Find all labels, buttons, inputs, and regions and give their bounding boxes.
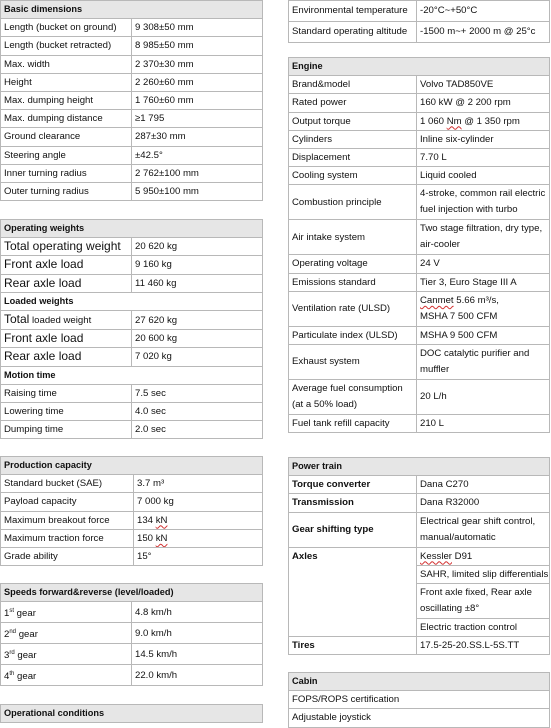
spec-value: Dana R32000	[417, 494, 550, 512]
spec-label: Max. dumping distance	[1, 110, 132, 128]
spec-label: Fuel tank refill capacity	[289, 415, 417, 433]
spec-row	[289, 255, 550, 273]
spec-value	[134, 529, 263, 547]
spec-row	[1, 493, 263, 511]
spec-value: ≥1 795	[132, 110, 263, 128]
spec-value: 4.0 sec	[132, 403, 263, 421]
spec-value: 20 600 kg	[132, 330, 263, 348]
gear-number: 1	[4, 607, 10, 619]
spec-label: Outer turning radius	[1, 183, 132, 201]
spec-value: 2 762±100 mm	[132, 164, 263, 182]
spec-value: 20 620 kg	[132, 238, 263, 256]
spec-value: 14.5 km/h	[132, 644, 263, 665]
spec-row	[289, 512, 550, 547]
gear-word: gear	[16, 628, 38, 640]
spec-row	[1, 511, 263, 529]
spec-value: 9.0 km/h	[132, 623, 263, 644]
spec-label: Environmental temperature	[289, 1, 417, 22]
spec-label: Lowering time	[1, 403, 132, 421]
spec-row	[289, 149, 550, 167]
spec-label: Average fuel consumption (at a 50% load)	[289, 380, 417, 415]
spec-value: 22.0 km/h	[132, 665, 263, 686]
spec-row	[1, 256, 263, 274]
spec-row	[289, 380, 550, 415]
spec-label: Grade ability	[1, 548, 134, 566]
subsection-header	[1, 366, 263, 384]
spec-row	[1, 92, 263, 110]
value-part: 1 060	[420, 115, 447, 127]
gear-number: 2	[4, 628, 10, 640]
spec-row	[1, 311, 263, 330]
spec-label	[1, 665, 132, 686]
spec-row	[289, 345, 550, 380]
value-part: MSHA 7 500 CFM	[420, 310, 498, 322]
spec-label: Air intake system	[289, 220, 417, 255]
spec-value: 27 620 kg	[132, 311, 263, 330]
value-unit: Nm	[446, 115, 462, 127]
spec-value: Electric traction control	[417, 619, 550, 637]
spec-row	[1, 183, 263, 201]
gear-number: 3	[4, 649, 10, 661]
section-title: Production capacity	[1, 457, 263, 475]
gear-word: gear	[14, 649, 37, 661]
spec-value: 4.8 km/h	[132, 602, 263, 623]
spec-row	[1, 529, 263, 547]
spec-label: Ground clearance	[1, 128, 132, 146]
spec-value: Tier 3, Euro Stage III A	[417, 273, 550, 291]
value-number: 150	[137, 532, 156, 544]
spec-row	[289, 130, 550, 148]
spec-label	[1, 311, 132, 330]
section-header	[1, 584, 263, 602]
spec-value: 11 460 kg	[132, 274, 263, 292]
spec-row	[1, 110, 263, 128]
spec-row	[289, 112, 550, 130]
spec-value: 9 308±50 mm	[132, 19, 263, 37]
section-header	[1, 220, 263, 238]
spec-label: Brand&model	[289, 76, 417, 94]
gear-suffix: nd	[9, 628, 17, 635]
spec-label: Torque converter	[289, 476, 417, 494]
spec-row	[289, 76, 550, 94]
value-unit: kN	[155, 532, 168, 544]
spec-value: 8 985±50 mm	[132, 37, 263, 55]
spec-row	[1, 274, 263, 292]
spec-label	[1, 644, 132, 665]
spec-value: 24 V	[417, 255, 550, 273]
spec-row	[289, 476, 550, 494]
spec-value: ±42.5°	[132, 146, 263, 164]
spec-label	[1, 623, 132, 644]
spec-row	[289, 220, 550, 255]
spec-row	[1, 330, 263, 348]
section-title: Engine	[289, 58, 550, 76]
section-title: Operating weights	[1, 220, 263, 238]
spec-value: Inline six-cylinder	[417, 130, 550, 148]
section-title: Power train	[289, 458, 550, 476]
spec-row	[1, 37, 263, 55]
spec-value	[134, 511, 263, 529]
spec-value: 2 260±60 mm	[132, 73, 263, 91]
spec-value: 7.5 sec	[132, 384, 263, 402]
spec-label: Front axle load	[1, 330, 132, 348]
spec-label	[1, 602, 132, 623]
spec-row	[1, 644, 263, 665]
spec-label: Adjustable joystick	[289, 709, 550, 727]
section-title: Motion time	[1, 366, 263, 384]
spec-value: 210 L	[417, 415, 550, 433]
spec-row	[289, 326, 550, 344]
section-title: Operational conditions	[1, 705, 263, 723]
spec-value: Front axle fixed, Rear axle oscillating ±8°	[417, 584, 550, 619]
value-number: 134	[137, 514, 156, 526]
spec-value: 5 950±100 mm	[132, 183, 263, 201]
spec-label: Exhaust system	[289, 345, 417, 380]
value-part: D91	[452, 550, 473, 562]
spec-row	[1, 421, 263, 439]
spec-label: Tires	[289, 637, 417, 655]
spec-row	[1, 403, 263, 421]
spec-row	[289, 291, 550, 326]
spec-value: Volvo TAD850VE	[417, 76, 550, 94]
spec-value	[417, 291, 550, 326]
spec-label: Payload capacity	[1, 493, 134, 511]
spec-value: Liquid cooled	[417, 167, 550, 185]
spec-row	[1, 55, 263, 73]
engine-table	[288, 57, 550, 433]
spec-row	[1, 164, 263, 182]
section-header	[289, 673, 550, 691]
spec-label: FOPS/ROPS certification	[289, 691, 550, 709]
spec-row	[1, 128, 263, 146]
spec-row	[289, 167, 550, 185]
spec-label: Transmission	[289, 494, 417, 512]
label-part: Total	[4, 312, 30, 327]
gear-number: 4	[4, 670, 10, 682]
spec-label: Axles	[289, 547, 417, 637]
spec-label: Standard bucket (SAE)	[1, 475, 134, 493]
spec-row	[289, 415, 550, 433]
spec-label: Length (bucket on ground)	[1, 19, 132, 37]
spec-row	[1, 602, 263, 623]
label-part: loaded weight	[29, 315, 92, 327]
spec-value: 2 370±30 mm	[132, 55, 263, 73]
section-title: Basic dimensions	[1, 1, 263, 19]
spec-value: -1500 m~+ 2000 m @ 25°c	[417, 22, 550, 43]
spec-row	[1, 384, 263, 402]
value-part: 5.66 m³/s,	[453, 294, 499, 306]
spec-value: MSHA 9 500 CFM	[417, 326, 550, 344]
spec-value: 7.70 L	[417, 149, 550, 167]
value-part: Kessler	[420, 550, 452, 562]
operational-conditions-table	[0, 704, 263, 723]
spec-label: Rear axle load	[1, 274, 132, 292]
section-header	[1, 705, 263, 723]
spec-label: Rear axle load	[1, 348, 132, 366]
spec-label: Displacement	[289, 149, 417, 167]
spec-row	[289, 22, 550, 43]
spec-label: Output torque	[289, 112, 417, 130]
spec-label: Inner turning radius	[1, 164, 132, 182]
spec-value: 17.5-25-20.SS.L-5S.TT	[417, 637, 550, 655]
value-part: @ 1 350 rpm	[461, 115, 520, 127]
spec-label: Combustion principle	[289, 185, 417, 220]
spec-value: 7 020 kg	[132, 348, 263, 366]
spec-value: Electrical gear shift control, manual/automatic	[417, 512, 550, 547]
section-title: Cabin	[289, 673, 550, 691]
weights-motion-table	[0, 219, 263, 439]
spec-row	[1, 348, 263, 366]
spec-label: Max. width	[1, 55, 132, 73]
spec-row	[289, 185, 550, 220]
spec-value: 2.0 sec	[132, 421, 263, 439]
section-header	[289, 58, 550, 76]
spec-row	[289, 94, 550, 112]
gear-suffix: rd	[9, 649, 15, 656]
spec-row	[1, 475, 263, 493]
spec-label: Rated power	[289, 94, 417, 112]
spec-value	[417, 112, 550, 130]
spec-label: Dumping time	[1, 421, 132, 439]
spec-value: 7 000 kg	[134, 493, 263, 511]
section-header	[289, 458, 550, 476]
spec-row	[1, 548, 263, 566]
spec-label: Max. dumping height	[1, 92, 132, 110]
section-title: Loaded weights	[1, 292, 263, 310]
spec-label: Front axle load	[1, 256, 132, 274]
spec-label: Cooling system	[289, 167, 417, 185]
spec-label: Raising time	[1, 384, 132, 402]
spec-row	[289, 273, 550, 291]
spec-row	[289, 1, 550, 22]
subsection-header	[1, 292, 263, 310]
spec-row	[289, 494, 550, 512]
spec-row	[1, 73, 263, 91]
speeds-table	[0, 583, 263, 686]
spec-label: Height	[1, 73, 132, 91]
spec-row	[1, 238, 263, 256]
spec-label: Emissions standard	[289, 273, 417, 291]
spec-label: Maximum traction force	[1, 529, 134, 547]
spec-row	[289, 709, 550, 727]
spec-value: 160 kW @ 2 200 rpm	[417, 94, 550, 112]
value-unit: kN	[155, 514, 168, 526]
basic-dimensions-table	[0, 0, 263, 201]
gear-suffix: st	[9, 607, 15, 614]
gear-word: gear	[14, 607, 36, 619]
spec-value: 1 760±60 mm	[132, 92, 263, 110]
spec-row	[289, 691, 550, 709]
spec-value: 3.7 m³	[134, 475, 263, 493]
spec-value: Dana C270	[417, 476, 550, 494]
power-train-table	[288, 457, 550, 655]
spec-label: Length (bucket retracted)	[1, 37, 132, 55]
spec-value: DOC catalytic purifier and muffler	[417, 345, 550, 380]
spec-label: Gear shifting type	[289, 512, 417, 547]
spec-value: SAHR, limited slip differentials	[417, 565, 550, 583]
spec-label: Maximum breakout force	[1, 511, 134, 529]
section-header	[1, 1, 263, 19]
section-title: Speeds forward&reverse (level/loaded)	[1, 584, 263, 602]
spec-label: Cylinders	[289, 130, 417, 148]
spec-row	[1, 19, 263, 37]
spec-label: Steering angle	[1, 146, 132, 164]
spec-value: Two stage filtration, dry type, air-cooler	[417, 220, 550, 255]
spec-label: Particulate index (ULSD)	[289, 326, 417, 344]
conditions-table	[288, 0, 550, 43]
spec-value: 4-stroke, common rail electric fuel injection with turbo	[417, 185, 550, 220]
spec-value	[417, 547, 550, 565]
spec-row	[1, 146, 263, 164]
spec-value: 9 160 kg	[132, 256, 263, 274]
spec-row	[289, 637, 550, 655]
gear-word: gear	[14, 670, 37, 682]
spec-label: Operating voltage	[289, 255, 417, 273]
spec-label: Total operating weight	[1, 238, 132, 256]
spec-label: Standard operating altitude	[289, 22, 417, 43]
spec-row	[289, 547, 550, 565]
production-capacity-table	[0, 456, 263, 566]
spec-value: 20 L/h	[417, 380, 550, 415]
spec-value: 15°	[134, 548, 263, 566]
spec-value: 287±30 mm	[132, 128, 263, 146]
spec-value: -20°C~+50°C	[417, 1, 550, 22]
spec-label: Ventilation rate (ULSD)	[289, 291, 417, 326]
section-header	[1, 457, 263, 475]
spec-row	[1, 623, 263, 644]
cabin-table	[288, 672, 550, 728]
spec-row	[1, 665, 263, 686]
value-part: Canmet	[420, 294, 454, 306]
gear-suffix: th	[9, 670, 15, 677]
